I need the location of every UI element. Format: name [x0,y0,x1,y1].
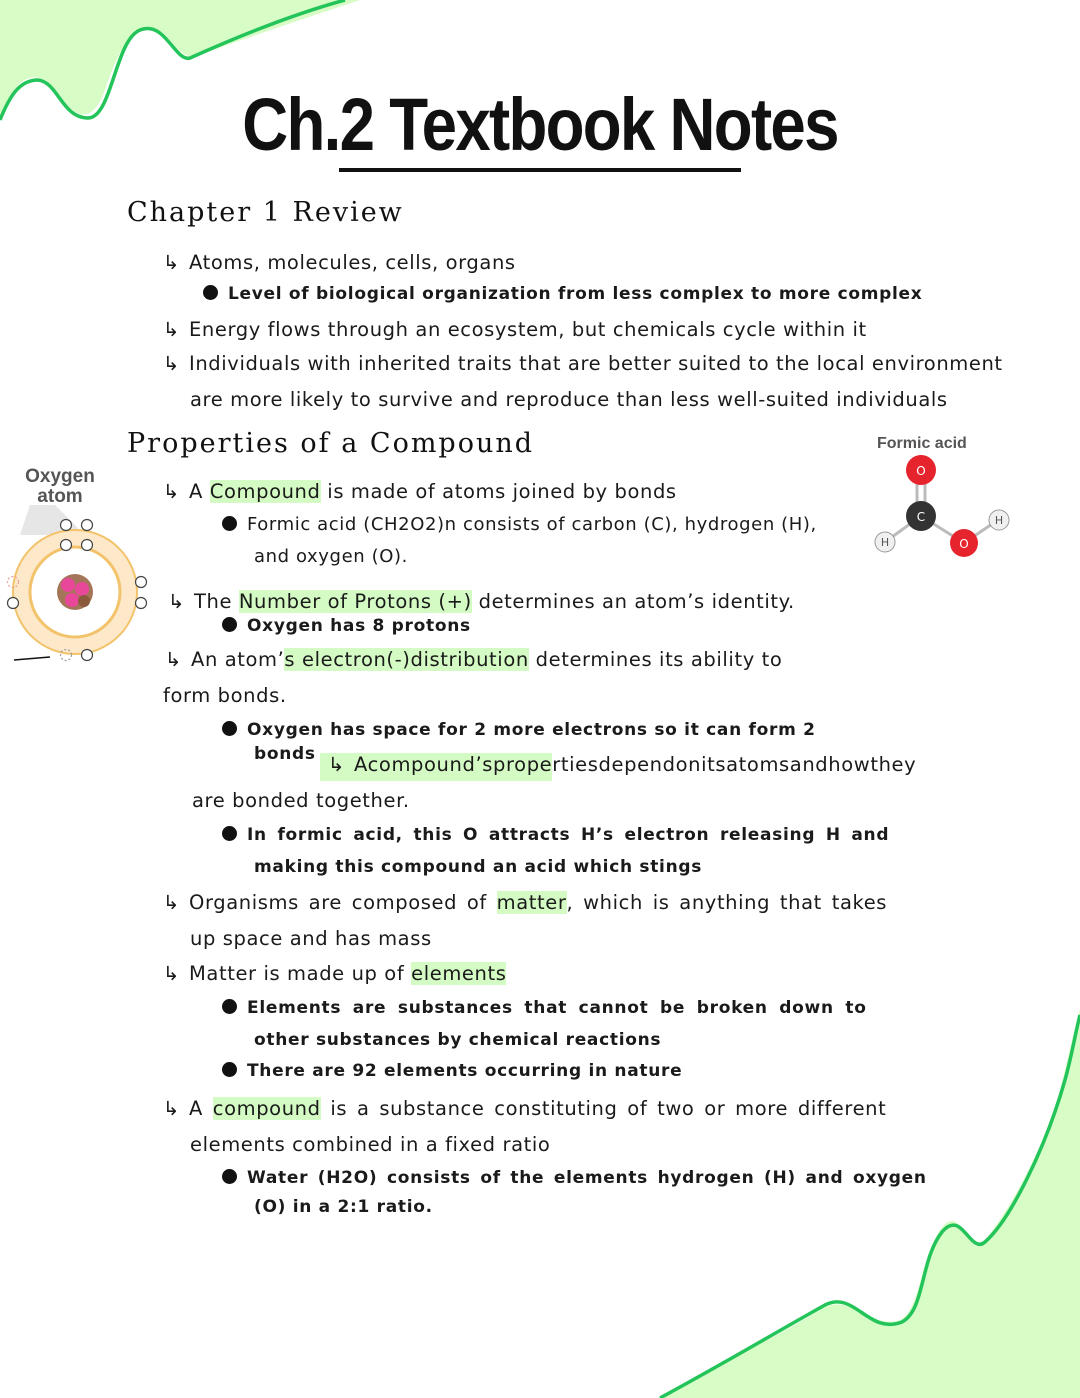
properties-note-continued: are bonded together. [192,789,410,812]
electron-icon [136,577,147,588]
review-item: ↳ Atoms, molecules, cells, organs [163,251,516,274]
arrow-icon: ↳ [163,251,180,274]
water-note: Water (H2O) consists of the elements hydrogen (H) and oxygen [222,1168,927,1188]
elements-count-note: There are 92 elements occurring in nature [222,1061,682,1081]
compound-ratio-note-continued: elements combined in a fixed ratio [190,1133,551,1156]
bullet-icon [203,285,218,300]
bullet-icon [222,1169,237,1184]
properties-note: ↳ Acompound’spropertiesdependonitsatomsandhowthey [328,753,917,776]
electron-icon [82,520,93,531]
arrow-icon: ↳ [163,318,180,341]
formic-acid-note-continued: and oxygen (O). [254,546,408,567]
oxygen-space-note: Oxygen has space for 2 more electrons so it can form 2 [222,720,816,740]
oxygen-protons-note: Oxygen has 8 protons [222,616,471,636]
electron-icon [61,520,72,531]
formic-acid-molecule [860,450,1020,570]
oxygen-atom-top [906,455,936,485]
arrow-icon: ↳ [165,648,182,671]
svg-text:O: O [916,464,926,478]
elements-note: ↳ Matter is made up of elements [163,962,507,985]
bullet-icon [222,617,237,632]
svg-text:H: H [994,514,1004,527]
hydrogen-atom-left [875,532,895,552]
elements-definition-continued: other substances by chemical reactions [254,1030,662,1050]
compound-heading: Properties of a Compound [127,428,535,459]
bullet-icon [222,516,237,531]
review-item: ↳ Individuals with inherited traits that are better suited to the local environment [163,352,1003,375]
formic-acid-label: Formic acid [877,435,967,452]
oxygen-atom-diagram [0,505,160,675]
water-note-continued: (O) in a 2:1 ratio. [254,1197,433,1217]
electron-note: ↳ An atom’s electron(-)distribution determines its ability to [165,648,783,671]
bullet-icon [222,1062,237,1077]
electron-icon [82,540,93,551]
arrow-icon: ↳ [163,891,180,914]
compound-definition: ↳ A Compound is made of atoms joined by bonds [163,480,677,503]
arrow-icon: ↳ [163,480,180,503]
svg-text:H: H [880,536,890,549]
electron-note-continued: form bonds. [163,684,287,707]
electron-icon [8,598,19,609]
formic-acid-sting-note: In formic acid, this O attracts H’s electron releasing H and [222,825,889,845]
formic-acid-note: Formic acid (CH2O2)n consists of carbon (C), hydrogen (H), [222,514,817,535]
title-underline [339,168,741,172]
arrow-icon: ↳ [163,1097,180,1120]
page-title: Ch.2 Textbook Notes [242,83,838,166]
review-item-continued: are more likely to survive and reproduce than less well-suited individuals [190,388,948,411]
oxygen-atom-label: Oxygen atom [25,466,95,507]
carbon-atom [906,501,936,531]
formic-acid-sting-note-continued: making this compound an acid which stings [254,857,703,877]
review-subitem: Level of biological organization from less complex to more complex [203,284,922,304]
compound-ratio-note: ↳ A compound is a substance constituting of two or more different [163,1097,887,1120]
hydrogen-atom-right [989,510,1009,530]
electron-icon [136,598,147,609]
svg-text:O: O [959,537,969,551]
matter-note: ↳ Organisms are composed of matter, which is anything that takes [163,891,888,914]
matter-note-continued: up space and has mass [190,927,432,950]
chapter-review-heading: Chapter 1 Review [127,197,404,228]
arrow-icon: ↳ [168,590,185,613]
electron-icon [61,540,72,551]
review-item: ↳ Energy flows through an ecosystem, but chemicals cycle within it [163,318,867,341]
bottom-right-green-blob [620,1010,1080,1398]
elements-definition: Elements are substances that cannot be broken down to [222,998,867,1018]
arrow-icon: ↳ [163,352,180,375]
arrow-icon: ↳ [163,962,180,985]
oxygen-space-note-continued: bonds [254,744,316,764]
oxygen-atom-right [950,529,978,557]
protons-note: ↳ The Number of Protons (+) determines an atom’s identity. [168,590,795,613]
arrow-icon: ↳ [328,753,345,776]
bullet-icon [222,721,237,736]
bullet-icon [222,826,237,841]
electron-icon [82,650,93,661]
svg-text:C: C [916,510,926,524]
bullet-icon [222,999,237,1014]
